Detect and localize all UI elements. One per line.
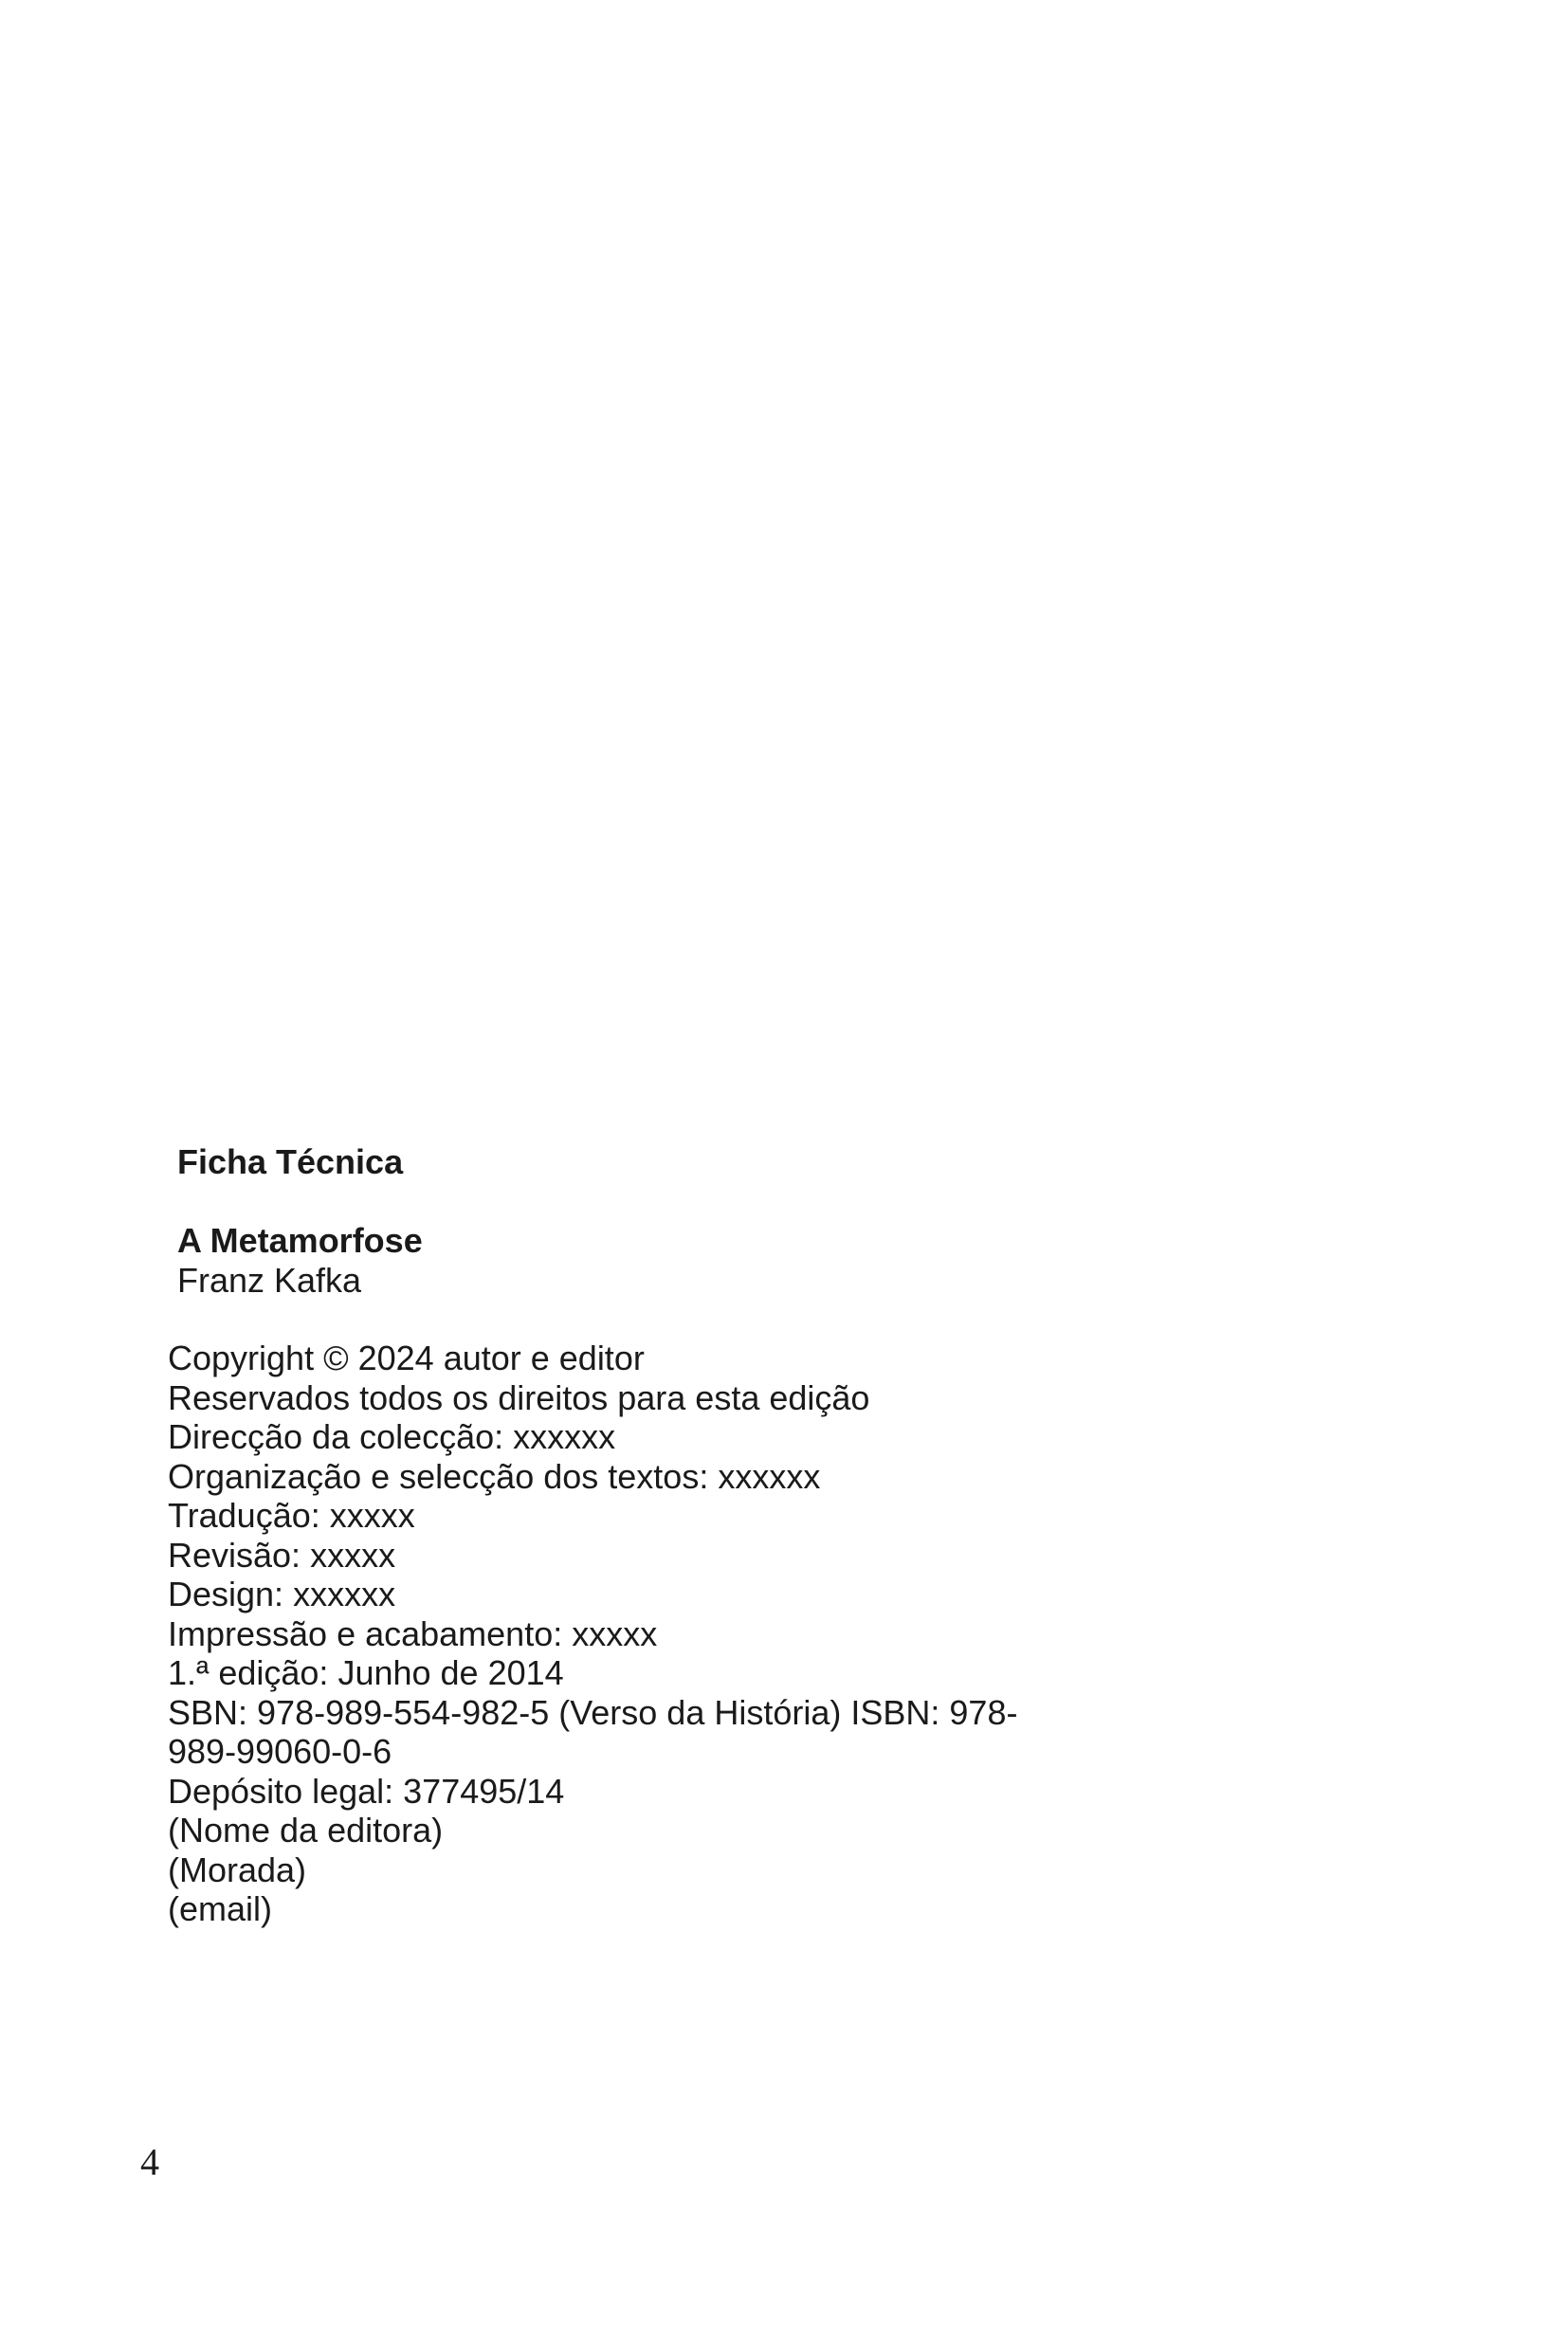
- credit-line: (email): [168, 1889, 273, 1928]
- credit-line: Organização e selecção dos textos: xxxxxx: [168, 1456, 821, 1496]
- credit-line: (Nome da editora): [168, 1811, 444, 1850]
- credit-line: Revisão: xxxxx: [168, 1535, 396, 1575]
- credit-line: Direcção da colecção: xxxxxx: [168, 1417, 616, 1456]
- credit-line: Depósito legal: 377495/14: [168, 1771, 565, 1811]
- credit-line: Reservados todos os direitos para esta edição: [168, 1377, 870, 1417]
- credit-line: 989-99060-0-6: [168, 1732, 392, 1771]
- book-author: Franz Kafka: [177, 1261, 362, 1300]
- credit-line: SBN: 978-989-554-982-5 (Verso da História) ISBN: 978-: [168, 1692, 1018, 1732]
- credit-line: Impressão e acabamento: xxxxx: [168, 1613, 658, 1653]
- page-number: 4: [140, 2141, 159, 2183]
- credits-list: [168, 1339, 1230, 1929]
- credit-line: Design: xxxxxx: [168, 1575, 396, 1613]
- ficha-tecnica-heading: Ficha Técnica: [177, 1142, 404, 1181]
- credit-line: 1.ª edição: Junho de 2014: [168, 1653, 564, 1692]
- book-title: A Metamorfose: [177, 1221, 423, 1260]
- credit-line: Copyright © 2024 autor e editor: [168, 1339, 645, 1377]
- credit-line: (Morada): [168, 1850, 307, 1889]
- credit-line: Tradução: xxxxx: [168, 1496, 415, 1535]
